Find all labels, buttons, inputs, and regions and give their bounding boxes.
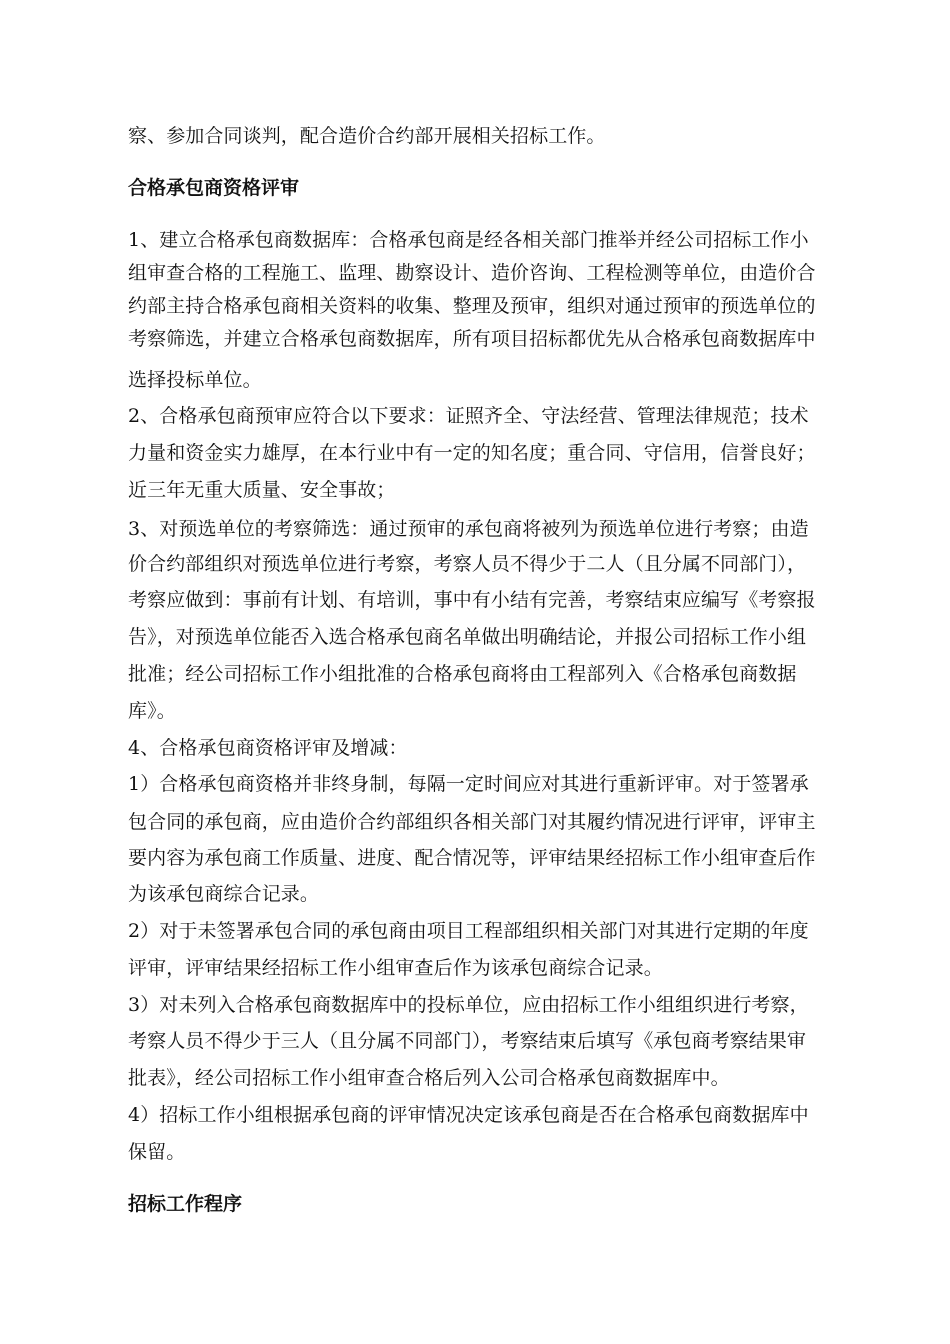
paragraph-line: 4、合格承包商资格评审及增减： — [128, 737, 408, 759]
paragraph-line: 批准；经公司招标工作小组批准的合格承包商将由工程部列入《合格承包商数据 — [128, 663, 797, 685]
paragraph-line: 察、参加合同谈判，配合造价合约部开展相关招标工作。 — [128, 125, 606, 147]
paragraph-line: 要内容为承包商工作质量、进度、配合情况等，评审结果经招标工作小组审查后作 — [128, 847, 816, 869]
paragraph-line: 4）招标工作小组根据承包商的评审情况决定该承包商是否在合格承包商数据库中 — [128, 1104, 809, 1126]
paragraph-line: 包合同的承包商，应由造价合约部组织各相关部门对其履约情况进行评审，评审主 — [128, 811, 816, 833]
paragraph-line: 组审查合格的工程施工、监理、勘察设计、造价咨询、工程检测等单位，由造价合 — [128, 262, 816, 284]
paragraph-line: 价合约部组织对预选单位进行考察，考察人员不得少于二人（且分属不同部门）， — [128, 553, 807, 575]
paragraph-line: 2、合格承包商预审应符合以下要求：证照齐全、守法经营、管理法律规范；技术 — [128, 405, 809, 427]
paragraph-line: 告》，对预选单位能否入选合格承包商名单做出明确结论，并报公司招标工作小组 — [128, 626, 807, 648]
paragraph-line: 保留。 — [128, 1141, 186, 1163]
paragraph-line: 约部主持合格承包商相关资料的收集、整理及预审，组织对通过预审的预选单位的 — [128, 295, 816, 317]
section-heading-qualification-review: 合格承包商资格评审 — [128, 177, 300, 199]
paragraph-line: 为该承包商综合记录。 — [128, 883, 320, 905]
paragraph-line: 2）对于未签署承包合同的承包商由项目工程部组织相关部门对其进行定期的年度 — [128, 920, 809, 942]
paragraph-line: 3、对预选单位的考察筛选：通过预审的承包商将被列为预选单位进行考察；由造 — [128, 518, 809, 540]
paragraph-line: 考察人员不得少于三人（且分属不同部门），考察结束后填写《承包商考察结果审 — [128, 1030, 807, 1052]
paragraph-line: 评审，评审结果经招标工作小组审查后作为该承包商综合记录。 — [128, 957, 663, 979]
paragraph-line: 选择投标单位。 — [128, 369, 262, 391]
paragraph-line: 力量和资金实力雄厚，在本行业中有一定的知名度；重合同、守信用，信誉良好； — [128, 442, 816, 464]
paragraph-line: 考察筛选，并建立合格承包商数据库，所有项目招标都优先从合格承包商数据库中 — [128, 328, 816, 350]
paragraph-line: 近三年无重大质量、安全事故； — [128, 479, 396, 501]
paragraph-line: 3）对未列入合格承包商数据库中的投标单位，应由招标工作小组组织进行考察， — [128, 994, 809, 1016]
paragraph-line: 批表》，经公司招标工作小组审查合格后列入公司合格承包商数据库中。 — [128, 1067, 730, 1089]
section-heading-bidding-procedure: 招标工作程序 — [128, 1193, 243, 1215]
paragraph-line: 库》。 — [128, 700, 176, 722]
paragraph-line: 1）合格承包商资格并非终身制，每隔一定时间应对其进行重新评审。对于签署承 — [128, 773, 809, 795]
paragraph-line: 考察应做到：事前有计划、有培训，事中有小结有完善，考察结束应编写《考察报 — [128, 589, 816, 611]
paragraph-line: 1、建立合格承包商数据库：合格承包商是经各相关部门推举并经公司招标工作小 — [128, 229, 809, 251]
